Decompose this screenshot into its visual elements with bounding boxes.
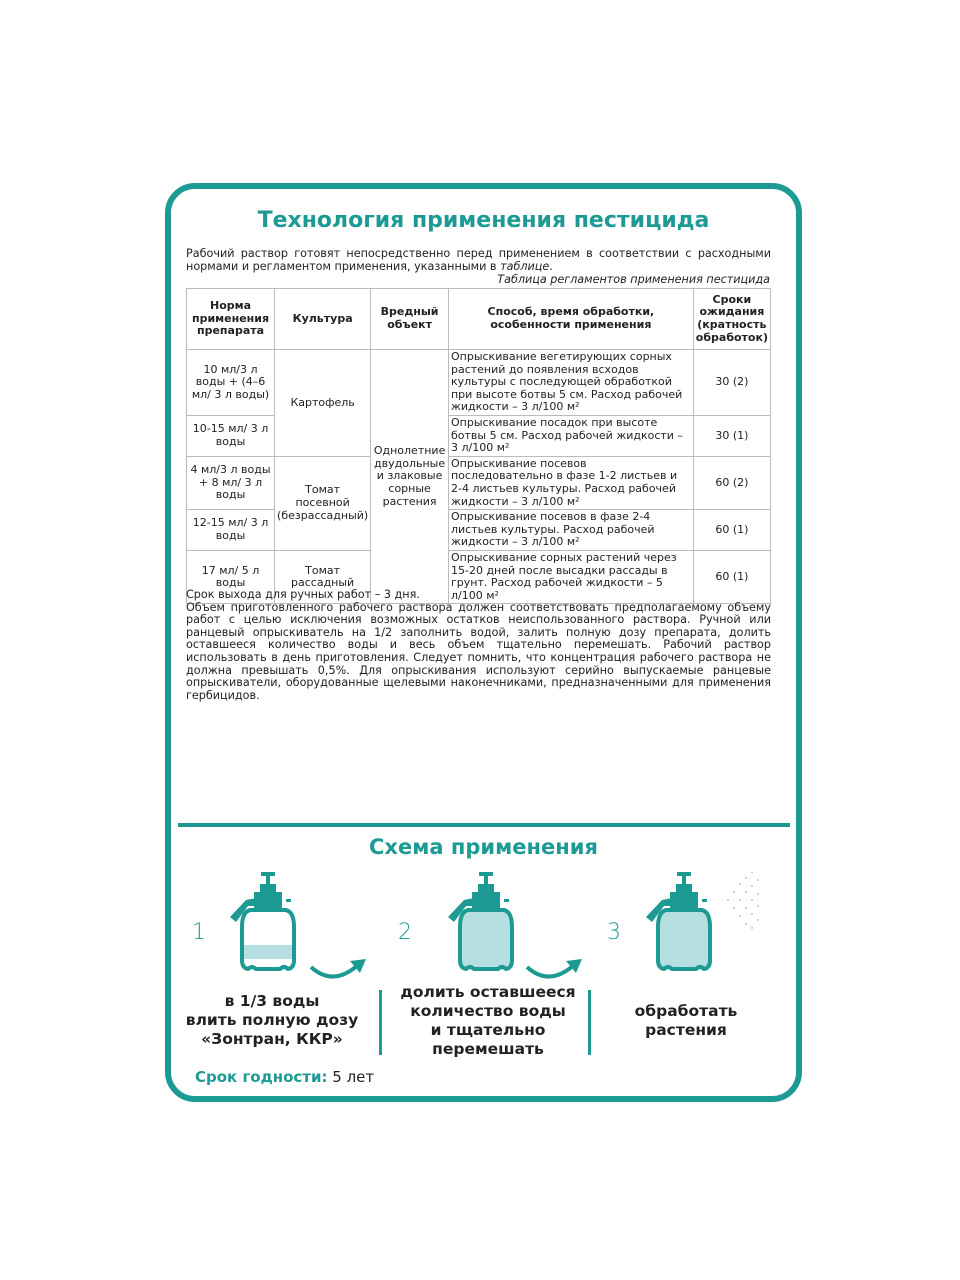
step-2-text: долить оставшееся количество воды и тщательно перемешать [400,983,576,1058]
wait-cell: 30 (1) [693,415,770,456]
header-pest: Вредный объект [371,289,449,350]
step-number: 2 [398,920,412,945]
note-reentry: Срок выхода для ручных работ – 3 дня. [186,588,420,601]
method-cell: Опрыскивание вегетирующих сорных растений до появления всходов культуры с последующей обработкой при высоте ботвы 5 см. Расход рабочей жидкости – 3 л/100 м² [448,350,693,416]
table-caption: Таблица регламентов применения пестицида [497,273,770,286]
table-row [187,510,771,551]
scheme-title: Схема применения [369,835,598,859]
regulations-table [186,288,771,604]
table-row [187,350,771,416]
method-cell: Опрыскивание посевов последовательно в фазе 1-2 листьев и 2-4 листьев культуры. Расход рабочей жидкости – 3 л/100 м² [448,456,693,509]
rate-cell: 17 мл/ 5 л воды [187,550,275,603]
step-3-text: обработать растения [634,1002,738,1039]
rate-cell: 10-15 мл/ 3 л воды [187,415,275,456]
arrow-right-icon [524,955,584,985]
header-method: Способ, время обработки, особенности применения [448,289,693,350]
step-number: 1 [192,920,206,945]
sprayer-one-third-full-icon [228,872,308,972]
header-rate: Норма применения препарата [187,289,275,350]
table-row [187,456,771,509]
header-wait: Сроки ожидания (кратность обработок) [693,289,770,350]
culture-cell: Томат рассадный [275,550,371,603]
sprayer-full-icon [446,872,526,972]
wait-cell: 60 (1) [693,550,770,603]
step-divider [379,990,382,1055]
pest-cell: Однолетние двудольные и злаковые сорные растения [371,350,449,604]
usage-notes [186,589,771,702]
rate-cell: 10 мл/3 л воды + (4–6 мл/ 3 л воды) [187,350,275,416]
page-title: Технология применения пестицида [257,208,710,233]
header-culture: Культура [275,289,371,350]
table-header-row [187,289,771,350]
note-preparation: Объем приготовленного рабочего раствора должен соответствовать предполагаемому объему работ с целью исключения возможных остатков неиспользованного раствора. Ручной или ранцевый опрыскиватель на 1/2 заполнить водой, залить полную дозу препарата, долить оставшееся количество воды и весь объем тщательно перемешать. Рабочий раствор использовать в день приготовления. Следует помнить, что концентрация рабочего раствора не должна превышать 0,5%. Для опрыскивания используют серийно выпускаемые ранцевые опрыскиватели, оборудованные щелевыми наконечниками, предназначенными для применения гербицидов. [186,600,771,702]
rate-cell: 12-15 мл/ 3 л воды [187,510,275,551]
intro-text: Рабочий раствор готовят непосредственно перед применением в соответствии с расходными нормами и регламентом применения, указанными в таблице. [186,247,771,273]
culture-cell: Картофель [275,350,371,457]
culture-cell: Томат посевной (безрассадный) [275,456,371,550]
method-cell: Опрыскивание сорных растений через 15-20 дней после высадки рассады в грунт. Расход рабочей жидкости – 5 л/100 м² [448,550,693,603]
section-divider [178,823,790,827]
arrow-right-icon [308,955,368,985]
shelf-life: Срок годности: 5 лет [195,1068,375,1086]
wait-cell: 60 (1) [693,510,770,551]
sprayer-spraying-icon [644,872,764,972]
spray-mist-icon [727,872,759,929]
step-1-text: в 1/3 воды влить полную дозу «Зонтран, ККР» [185,992,359,1048]
step-number: 3 [607,920,621,945]
method-cell: Опрыскивание посадок при высоте ботвы 5 см. Расход рабочей жидкости – 3 л/100 м² [448,415,693,456]
table-row [187,415,771,456]
method-cell: Опрыскивание посевов в фазе 2-4 листьев культуры. Расход рабочей жидкости – 3 л/100 м² [448,510,693,551]
wait-cell: 30 (2) [693,350,770,416]
wait-cell: 60 (2) [693,456,770,509]
rate-cell: 4 мл/3 л воды + 8 мл/ 3 л воды [187,456,275,509]
